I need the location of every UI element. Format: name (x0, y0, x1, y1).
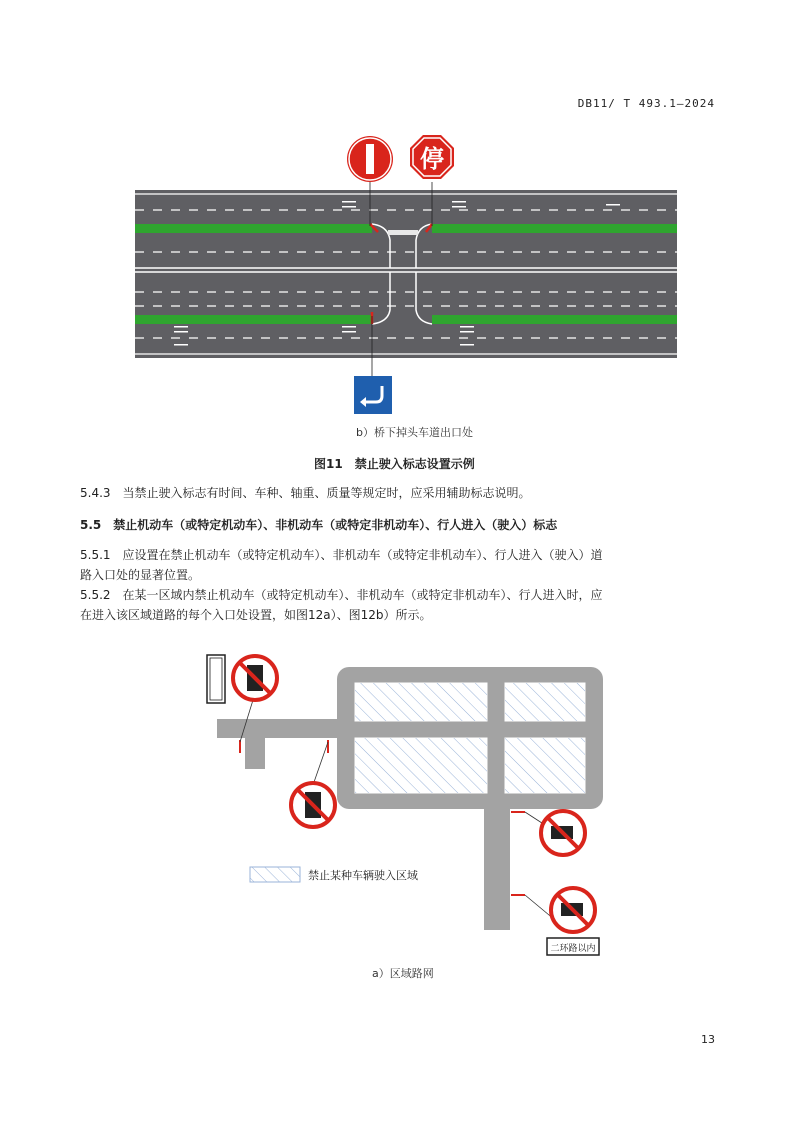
aux-sign-text: 二环路以内 (550, 944, 596, 954)
green-median-bottom-left (135, 315, 372, 324)
fig11-title: 图11 禁止驶入标志设置示例 (314, 457, 475, 471)
stop-sign-icon (410, 135, 454, 179)
no-truck-sign-icon-3 (541, 811, 585, 855)
green-median-bottom-right (432, 315, 677, 324)
section-5-4-3: 5.4.3 当禁止驶入标志有时间、车种、轴重、质量等规定时，应采用辅助标志说明。 (80, 486, 531, 500)
green-median-top-left (135, 224, 372, 233)
no-entry-sign-icon (347, 136, 393, 182)
aux-sign-vertical (207, 655, 225, 703)
legend-label: 禁止某种车辆驶入区域 (308, 869, 418, 882)
section-5-5-1-line1: 5.5.1 应设置在禁止机动车（或特定机动车）、非机动车（或特定非机动车）、行人进入（驶入）道 (80, 548, 603, 562)
section-5-5-1-line2: 路入口处的显著位置。 (80, 568, 201, 582)
no-truck-sign-icon-4 (551, 888, 595, 932)
document-id-header: DB11/ T 493.1—2024 (577, 97, 715, 110)
section-5-5-2-line2: 在进入该区域道路的每个入口处设置，如图12a）、图12b）所示。 (80, 608, 432, 622)
fig12a-network-diagram (195, 645, 615, 965)
u-turn-sign-icon (354, 376, 392, 414)
aux-sign-horizontal (547, 938, 599, 955)
fig11-road-diagram (130, 130, 680, 420)
fig12a-subcaption: a）区域路网 (372, 967, 434, 980)
section-5-5-heading: 5.5 禁止机动车（或特定机动车）、非机动车（或特定非机动车）、行人进入（驶入）标志 (80, 518, 558, 532)
no-truck-sign-icon-1 (233, 656, 277, 700)
fig11-subcaption: b）桥下掉头车道出口处 (356, 426, 473, 439)
green-median-top-right (432, 224, 677, 233)
stop-sign-text: 停 (420, 145, 444, 173)
no-truck-sign-icon-2 (291, 783, 335, 827)
page-number: 13 (701, 1033, 715, 1046)
road-surface (135, 190, 677, 358)
section-5-5-2-line1: 5.5.2 在某一区域内禁止机动车（或特定机动车）、非机动车（或特定非机动车）、行人进入时，应 (80, 588, 603, 602)
legend-swatch (250, 867, 300, 882)
